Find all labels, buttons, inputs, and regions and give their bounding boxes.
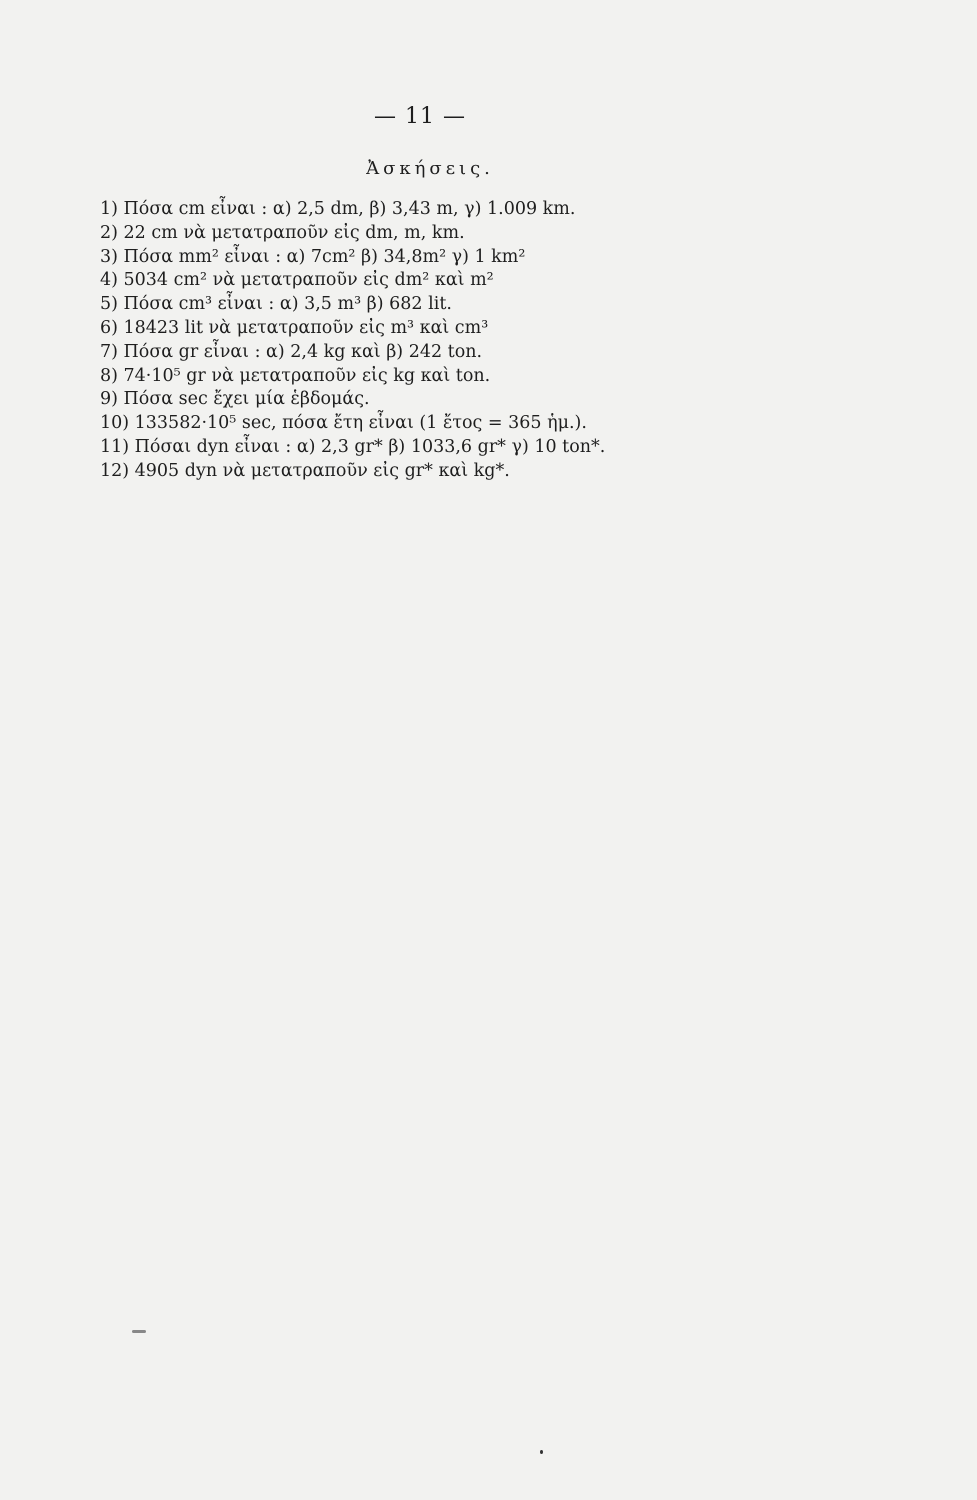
exercise-2: 2) 22 cm νὰ μετατραποῦν εἰς dm, m, km. — [100, 222, 465, 243]
exercise-4: 4) 5034 cm² νὰ μετατραποῦν εἰς dm² καὶ m² — [100, 270, 494, 291]
section-heading: Ἀσκήσεις. — [366, 158, 494, 179]
exercise-8: 8) 74·10⁵ gr νὰ μετατραποῦν εἰς kg καὶ ton. — [100, 365, 491, 386]
exercise-list — [100, 198, 605, 484]
exercise-10: 10) 133582·10⁵ sec, πόσα ἔτη εἶναι (1 ἔτος = 365 ἡμ.). — [100, 413, 587, 434]
page-number: — 11 — — [374, 104, 466, 129]
scan-speck — [540, 1450, 543, 1454]
exercise-12: 12) 4905 dyn νὰ μετατραποῦν εἰς gr* καὶ kg*. — [100, 460, 510, 481]
exercise-7: 7) Πόσα gr εἶναι : α) 2,4 kg καὶ β) 242 ton. — [100, 341, 483, 362]
exercise-11: 11) Πόσαι dyn εἶναι : α) 2,3 gr* β) 1033,6 gr* γ) 10 ton*. — [100, 436, 606, 457]
exercise-6: 6) 18423 lit νὰ μετατραποῦν εἰς m³ καὶ cm³ — [100, 317, 489, 338]
exercise-3: 3) Πόσα mm² εἶναι : α) 7cm² β) 34,8m² γ) 1 km² — [100, 246, 526, 267]
scan-smudge — [132, 1330, 146, 1333]
exercise-1: 1) Πόσα cm εἶναι : α) 2,5 dm, β) 3,43 m, γ) 1.009 km. — [100, 199, 576, 219]
exercise-5: 5) Πόσα cm³ εἶναι : α) 3,5 m³ β) 682 lit. — [100, 294, 452, 315]
exercise-9: 9) Πόσα sec ἔχει μία ἑβδομάς. — [100, 389, 370, 410]
